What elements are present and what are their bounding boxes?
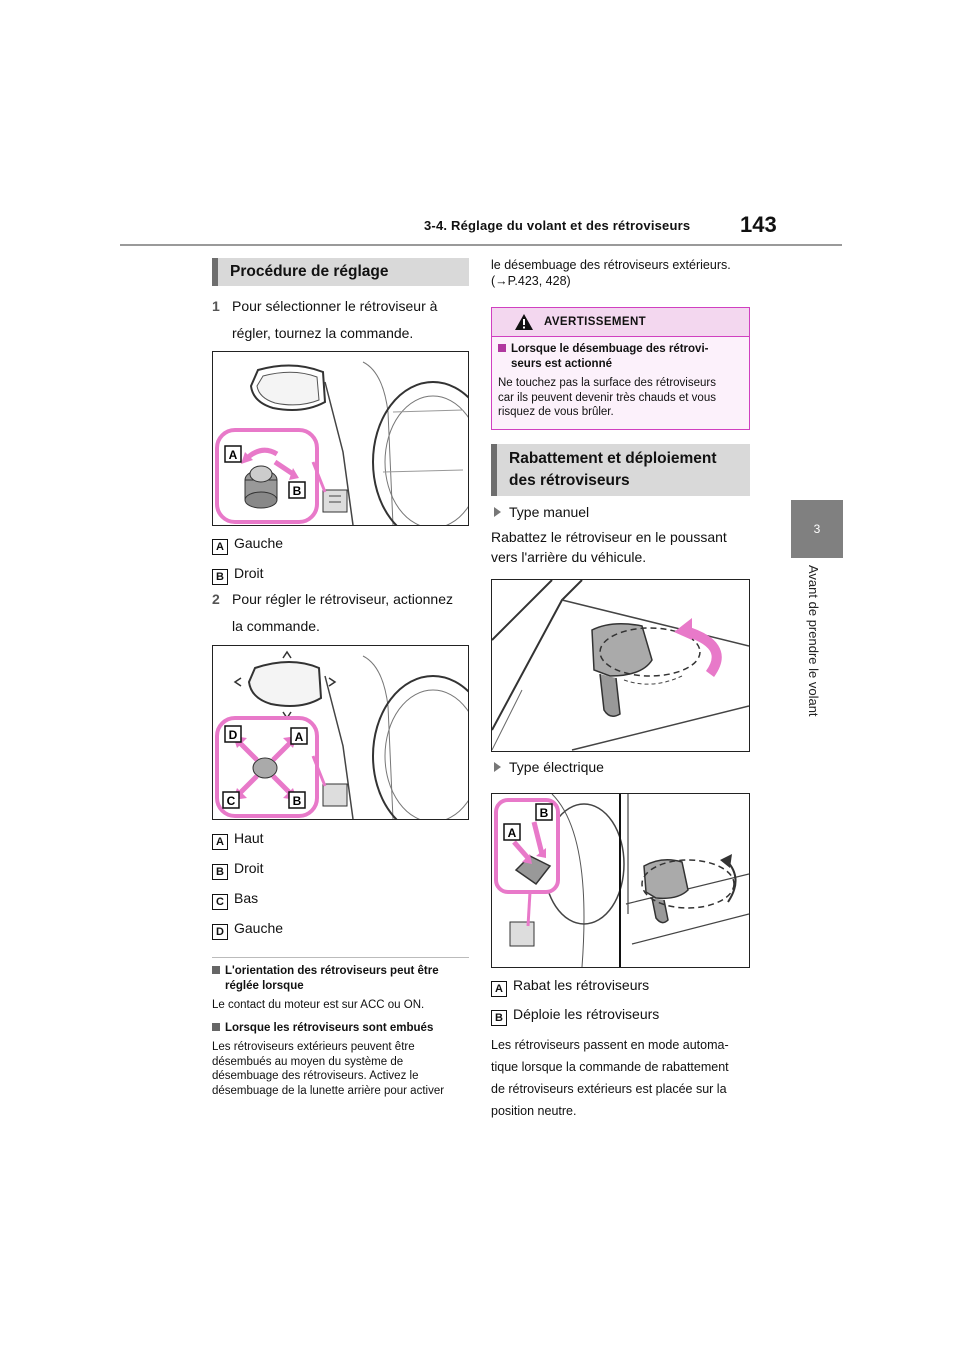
page-number: 143 xyxy=(740,212,777,237)
figure-mirror-adjust xyxy=(212,645,469,820)
triangle-bullet-icon xyxy=(494,507,501,517)
warning-title: AVERTISSEMENT xyxy=(544,316,647,328)
square-bullet-icon xyxy=(212,966,220,974)
chapter-title-vertical: Avant de prendre le volant xyxy=(806,565,821,717)
note-body: Les rétroviseurs extérieurs peuvent être désembués au moyen du système de désembuage des rétroviseurs. Activez le désembuage de la lunette arrière pour activer xyxy=(212,1041,445,1097)
callout-d: D xyxy=(228,728,238,742)
step-text-line: régler, tournez la commande. xyxy=(232,325,414,341)
legend-text: Droit xyxy=(234,860,264,876)
legend-key: D xyxy=(212,924,228,940)
note-heading: L'orientation des rétroviseurs peut être réglée lorsque xyxy=(212,964,474,994)
callout-a: A xyxy=(507,826,517,840)
step-number: 1 xyxy=(212,298,220,314)
continued-text: le désembuage des rétroviseurs extérieurs. (→P.423, 428) xyxy=(491,258,731,288)
step-1 xyxy=(212,293,472,347)
legend-key: A xyxy=(212,834,228,850)
callout-c: C xyxy=(226,794,236,808)
step-2 xyxy=(212,586,472,640)
warning-heading: Lorsque le désembuage des rétrovi- seurs est actionné xyxy=(498,342,744,371)
manual-instructions: Rabattez le rétroviseur en le poussant vers l'arrière du véhicule. xyxy=(491,529,727,565)
legend-text: Haut xyxy=(234,830,264,846)
type-manual-heading: Type manuel xyxy=(494,502,589,522)
callout-a: A xyxy=(294,730,304,744)
legend-text: Bas xyxy=(234,890,259,906)
figure-electric-fold xyxy=(491,793,750,968)
figure-manual-fold xyxy=(491,579,750,752)
step-text-line: la commande. xyxy=(232,618,320,634)
legend-key: A xyxy=(212,539,228,555)
legend-text: Gauche xyxy=(234,535,284,551)
legend-item xyxy=(212,827,264,849)
step-number: 2 xyxy=(212,591,220,607)
square-bullet-icon xyxy=(212,1023,220,1031)
note-body: Le contact du moteur est sur ACC ou ON. xyxy=(212,999,425,1011)
legend-item xyxy=(212,562,264,584)
legend-key: C xyxy=(212,894,228,910)
legend-text: Gauche xyxy=(234,920,284,936)
type-electric-heading: Type électrique xyxy=(494,757,604,777)
legend-item xyxy=(491,974,649,996)
callout-b: B xyxy=(292,484,302,498)
legend-item xyxy=(212,887,258,909)
section-title-folding: Rabattement et déploiement des rétroviseurs xyxy=(491,444,750,496)
legend-text: Rabat les rétroviseurs xyxy=(513,977,650,993)
legend-item xyxy=(212,917,283,939)
section-title-procedure: Procédure de réglage xyxy=(212,258,469,286)
notes-divider xyxy=(212,957,469,958)
callout-b: B xyxy=(539,806,549,820)
square-bullet-icon xyxy=(498,344,506,352)
callout-a: A xyxy=(228,448,238,462)
callout-b: B xyxy=(292,794,302,808)
final-paragraph: Les rétroviseurs passent en mode automa- tique lorsque la commande de rabattement de rétroviseurs extérieurs est placée sur la position neutre. xyxy=(491,1038,729,1118)
legend-key: A xyxy=(491,981,507,997)
warning-body: Ne touchez pas la surface des rétroviseurs car ils peuvent devenir très chauds et vous risquez de vous brûler. xyxy=(498,377,716,418)
legend-item xyxy=(212,532,283,554)
step-text-line: Pour régler le rétroviseur, actionnez xyxy=(232,591,453,607)
warning-triangle-icon xyxy=(514,313,534,331)
chapter-tab: 3 xyxy=(791,500,843,558)
note-heading: Lorsque les rétroviseurs sont embués xyxy=(212,1021,474,1036)
legend-key: B xyxy=(491,1010,507,1026)
legend-item xyxy=(491,1003,659,1025)
warning-box xyxy=(491,307,750,430)
legend-text: Déploie les rétroviseurs xyxy=(513,1006,660,1022)
triangle-bullet-icon xyxy=(494,762,501,772)
legend-item xyxy=(212,857,264,879)
legend-key: B xyxy=(212,864,228,880)
section-header: 3-4. Réglage du volant et des rétroviseurs xyxy=(424,218,691,233)
legend-text: Droit xyxy=(234,565,264,581)
step-text-line: Pour sélectionner le rétroviseur à xyxy=(232,298,438,314)
legend-key: B xyxy=(212,569,228,585)
figure-mirror-select xyxy=(212,351,469,526)
header-rule xyxy=(120,244,842,246)
